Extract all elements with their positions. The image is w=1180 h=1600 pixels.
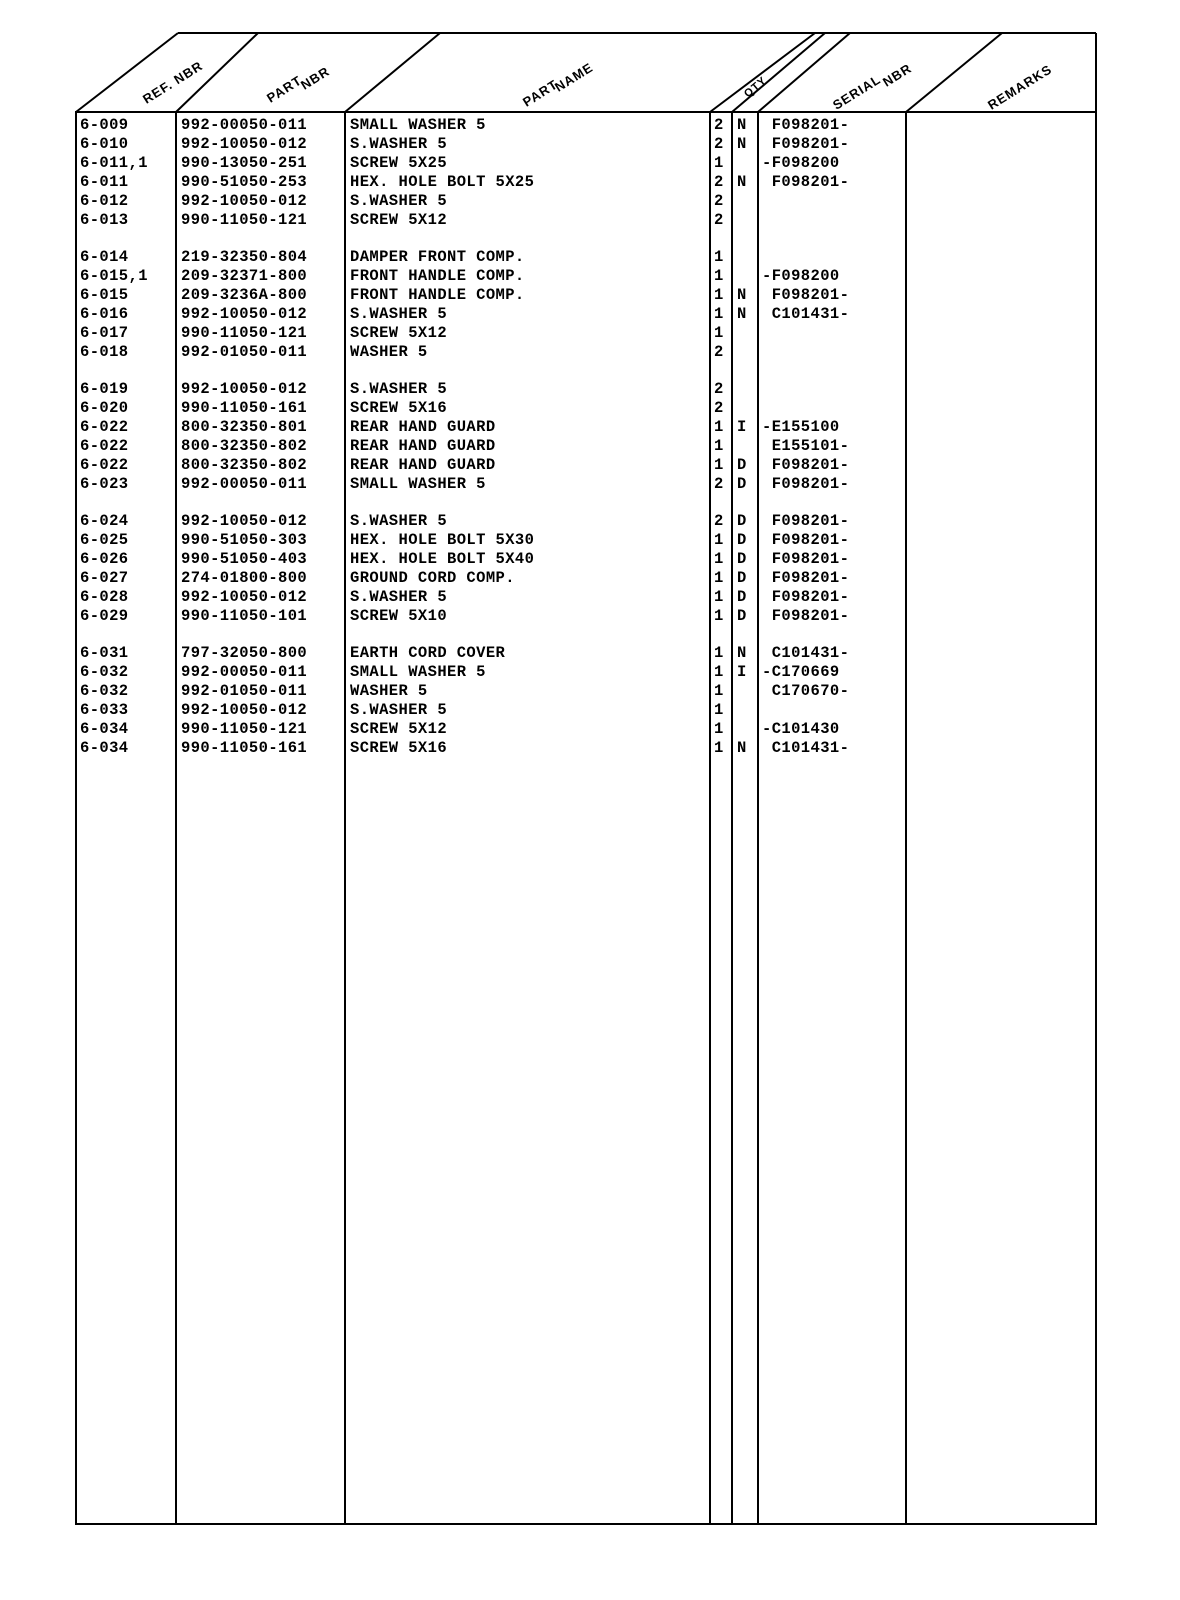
serial-nbr-cell: -E155100 — [762, 418, 840, 436]
part-name-cell: SCREW 5X12 — [350, 720, 448, 738]
change-code-cell: I — [737, 418, 747, 436]
table-row — [0, 512, 1180, 531]
qty-cell: 2 — [714, 135, 724, 153]
serial-nbr-cell: C170670- — [762, 682, 850, 700]
serial-nbr-cell: -F098200 — [762, 154, 840, 172]
header-part-nbr-1: PART — [264, 72, 305, 106]
table-row — [0, 739, 1180, 758]
ref-nbr-cell: 6-031 — [80, 644, 129, 662]
ref-nbr-cell: 6-034 — [80, 720, 129, 738]
qty-cell: 1 — [714, 305, 724, 323]
ref-nbr-cell: 6-020 — [80, 399, 129, 417]
part-name-cell: SMALL WASHER 5 — [350, 663, 486, 681]
ref-nbr-cell: 6-017 — [80, 324, 129, 342]
part-nbr-cell: 990-11050-121 — [181, 324, 308, 342]
table-row — [0, 324, 1180, 343]
change-code-cell: N — [737, 116, 747, 134]
table-row — [0, 644, 1180, 663]
part-name-cell: S.WASHER 5 — [350, 380, 448, 398]
table-row — [0, 569, 1180, 588]
serial-nbr-cell: F098201- — [762, 173, 850, 191]
table-row — [0, 720, 1180, 739]
qty-cell: 1 — [714, 663, 724, 681]
table-row — [0, 682, 1180, 701]
serial-nbr-cell: F098201- — [762, 588, 850, 606]
ref-nbr-cell: 6-022 — [80, 418, 129, 436]
part-nbr-cell: 990-51050-403 — [181, 550, 308, 568]
qty-cell: 2 — [714, 192, 724, 210]
part-nbr-cell: 990-11050-101 — [181, 607, 308, 625]
table-row — [0, 173, 1180, 192]
table-row — [0, 399, 1180, 418]
qty-cell: 2 — [714, 173, 724, 191]
part-nbr-cell: 990-11050-161 — [181, 399, 308, 417]
qty-cell: 1 — [714, 588, 724, 606]
part-name-cell: S.WASHER 5 — [350, 512, 448, 530]
change-code-cell: N — [737, 739, 747, 757]
ref-nbr-cell: 6-009 — [80, 116, 129, 134]
qty-cell: 1 — [714, 531, 724, 549]
serial-nbr-cell: F098201- — [762, 116, 850, 134]
header-part-nbr-2: NBR — [298, 63, 333, 93]
header-qty: QTY — [742, 74, 770, 101]
part-nbr-cell: 992-10050-012 — [181, 305, 308, 323]
qty-cell: 2 — [714, 380, 724, 398]
table-row — [0, 286, 1180, 305]
serial-nbr-cell: F098201- — [762, 512, 850, 530]
part-name-cell: SMALL WASHER 5 — [350, 475, 486, 493]
part-name-cell: EARTH CORD COVER — [350, 644, 506, 662]
part-nbr-cell: 992-10050-012 — [181, 588, 308, 606]
table-row — [0, 418, 1180, 437]
serial-nbr-cell: F098201- — [762, 286, 850, 304]
part-nbr-cell: 992-01050-011 — [181, 682, 308, 700]
change-code-cell: D — [737, 531, 747, 549]
change-code-cell: I — [737, 663, 747, 681]
table-row — [0, 588, 1180, 607]
part-name-cell: REAR HAND GUARD — [350, 456, 496, 474]
ref-nbr-cell: 6-028 — [80, 588, 129, 606]
part-name-cell: SCREW 5X12 — [350, 324, 448, 342]
part-name-cell: FRONT HANDLE COMP. — [350, 267, 525, 285]
part-nbr-cell: 990-11050-161 — [181, 739, 308, 757]
table-row — [0, 135, 1180, 154]
table-row — [0, 663, 1180, 682]
qty-cell: 1 — [714, 720, 724, 738]
qty-cell: 1 — [714, 324, 724, 342]
part-nbr-cell: 800-32350-802 — [181, 456, 308, 474]
serial-nbr-cell: -F098200 — [762, 267, 840, 285]
table-row — [0, 701, 1180, 720]
table-row — [0, 267, 1180, 286]
table-row — [0, 192, 1180, 211]
ref-nbr-cell: 6-014 — [80, 248, 129, 266]
change-code-cell: D — [737, 475, 747, 493]
change-code-cell: D — [737, 456, 747, 474]
part-nbr-cell: 992-00050-011 — [181, 116, 308, 134]
part-nbr-cell: 209-32371-800 — [181, 267, 308, 285]
change-code-cell: D — [737, 512, 747, 530]
qty-cell: 2 — [714, 211, 724, 229]
serial-nbr-cell: C101431- — [762, 644, 850, 662]
header-ref-nbr: REF. NBR — [140, 57, 206, 107]
part-name-cell: GROUND CORD COMP. — [350, 569, 515, 587]
header-serial-nbr-1: SERIAL — [830, 71, 884, 113]
table-row — [0, 116, 1180, 135]
table-row — [0, 380, 1180, 399]
part-name-cell: S.WASHER 5 — [350, 305, 448, 323]
ref-nbr-cell: 6-033 — [80, 701, 129, 719]
serial-nbr-cell: C101431- — [762, 739, 850, 757]
qty-cell: 1 — [714, 437, 724, 455]
header-remarks: REMARKS — [985, 61, 1055, 113]
table-row — [0, 211, 1180, 230]
ref-nbr-cell: 6-012 — [80, 192, 129, 210]
serial-nbr-cell: F098201- — [762, 135, 850, 153]
serial-nbr-cell: F098201- — [762, 456, 850, 474]
serial-nbr-cell: F098201- — [762, 550, 850, 568]
table-row — [0, 550, 1180, 569]
part-nbr-cell: 800-32350-802 — [181, 437, 308, 455]
qty-cell: 1 — [714, 607, 724, 625]
ref-nbr-cell: 6-011,1 — [80, 154, 148, 172]
part-name-cell: SMALL WASHER 5 — [350, 116, 486, 134]
change-code-cell: N — [737, 173, 747, 191]
part-nbr-cell: 992-00050-011 — [181, 663, 308, 681]
part-name-cell: S.WASHER 5 — [350, 135, 448, 153]
part-nbr-cell: 992-00050-011 — [181, 475, 308, 493]
ref-nbr-cell: 6-022 — [80, 437, 129, 455]
part-name-cell: FRONT HANDLE COMP. — [350, 286, 525, 304]
part-name-cell: SCREW 5X10 — [350, 607, 448, 625]
qty-cell: 1 — [714, 456, 724, 474]
part-name-cell: HEX. HOLE BOLT 5X30 — [350, 531, 535, 549]
ref-nbr-cell: 6-032 — [80, 663, 129, 681]
part-name-cell: WASHER 5 — [350, 343, 428, 361]
part-nbr-cell: 992-10050-012 — [181, 512, 308, 530]
ref-nbr-cell: 6-024 — [80, 512, 129, 530]
qty-cell: 1 — [714, 154, 724, 172]
ref-nbr-cell: 6-015 — [80, 286, 129, 304]
serial-nbr-cell: E155101- — [762, 437, 850, 455]
ref-nbr-cell: 6-029 — [80, 607, 129, 625]
part-nbr-cell: 992-10050-012 — [181, 192, 308, 210]
qty-cell: 1 — [714, 569, 724, 587]
serial-nbr-cell: F098201- — [762, 607, 850, 625]
ref-nbr-cell: 6-034 — [80, 739, 129, 757]
part-nbr-cell: 800-32350-801 — [181, 418, 308, 436]
qty-cell: 1 — [714, 267, 724, 285]
qty-cell: 1 — [714, 682, 724, 700]
part-name-cell: S.WASHER 5 — [350, 588, 448, 606]
change-code-cell: D — [737, 550, 747, 568]
qty-cell: 2 — [714, 512, 724, 530]
table-row — [0, 154, 1180, 173]
part-name-cell: S.WASHER 5 — [350, 701, 448, 719]
header-part-name-1: PART — [520, 76, 561, 110]
table-row — [0, 456, 1180, 475]
table-row — [0, 437, 1180, 456]
table-row — [0, 305, 1180, 324]
part-nbr-cell: 990-11050-121 — [181, 720, 308, 738]
serial-nbr-cell: F098201- — [762, 531, 850, 549]
ref-nbr-cell: 6-010 — [80, 135, 129, 153]
part-name-cell: SCREW 5X25 — [350, 154, 448, 172]
qty-cell: 1 — [714, 644, 724, 662]
change-code-cell: N — [737, 644, 747, 662]
qty-cell: 2 — [714, 475, 724, 493]
ref-nbr-cell: 6-018 — [80, 343, 129, 361]
part-nbr-cell: 990-11050-121 — [181, 211, 308, 229]
part-nbr-cell: 797-32050-800 — [181, 644, 308, 662]
qty-cell: 2 — [714, 343, 724, 361]
part-name-cell: DAMPER FRONT COMP. — [350, 248, 525, 266]
part-name-cell: HEX. HOLE BOLT 5X25 — [350, 173, 535, 191]
qty-cell: 1 — [714, 248, 724, 266]
part-name-cell: S.WASHER 5 — [350, 192, 448, 210]
change-code-cell: D — [737, 607, 747, 625]
change-code-cell: D — [737, 569, 747, 587]
header-divider-name — [345, 33, 440, 112]
part-name-cell: SCREW 5X12 — [350, 211, 448, 229]
part-nbr-cell: 992-10050-012 — [181, 135, 308, 153]
ref-nbr-cell: 6-025 — [80, 531, 129, 549]
qty-cell: 1 — [714, 550, 724, 568]
change-code-cell: D — [737, 588, 747, 606]
table-row — [0, 343, 1180, 362]
qty-cell: 1 — [714, 286, 724, 304]
ref-nbr-cell: 6-019 — [80, 380, 129, 398]
ref-nbr-cell: 6-011 — [80, 173, 129, 191]
qty-cell: 2 — [714, 399, 724, 417]
part-nbr-cell: 219-32350-804 — [181, 248, 308, 266]
header-part-name-2: NAME — [552, 59, 596, 95]
part-nbr-cell: 992-10050-012 — [181, 701, 308, 719]
ref-nbr-cell: 6-015,1 — [80, 267, 148, 285]
qty-cell: 1 — [714, 418, 724, 436]
serial-nbr-cell: C101431- — [762, 305, 850, 323]
part-nbr-cell: 274-01800-800 — [181, 569, 308, 587]
part-nbr-cell: 990-51050-303 — [181, 531, 308, 549]
change-code-cell: N — [737, 305, 747, 323]
part-name-cell: SCREW 5X16 — [350, 399, 448, 417]
ref-nbr-cell: 6-013 — [80, 211, 129, 229]
part-nbr-cell: 990-51050-253 — [181, 173, 308, 191]
part-nbr-cell: 990-13050-251 — [181, 154, 308, 172]
table-row — [0, 531, 1180, 550]
change-code-cell: N — [737, 286, 747, 304]
ref-nbr-cell: 6-022 — [80, 456, 129, 474]
ref-nbr-cell: 6-026 — [80, 550, 129, 568]
part-nbr-cell: 209-3236A-800 — [181, 286, 308, 304]
ref-nbr-cell: 6-023 — [80, 475, 129, 493]
table-row — [0, 248, 1180, 267]
serial-nbr-cell: -C101430 — [762, 720, 840, 738]
header-divider-qty — [710, 33, 815, 112]
header-serial-nbr-2: NBR — [880, 60, 915, 90]
serial-nbr-cell: F098201- — [762, 569, 850, 587]
part-nbr-cell: 992-01050-011 — [181, 343, 308, 361]
part-nbr-cell: 992-10050-012 — [181, 380, 308, 398]
qty-cell: 2 — [714, 116, 724, 134]
ref-nbr-cell: 6-032 — [80, 682, 129, 700]
part-name-cell: REAR HAND GUARD — [350, 437, 496, 455]
table-row — [0, 475, 1180, 494]
change-code-cell: N — [737, 135, 747, 153]
serial-nbr-cell: F098201- — [762, 475, 850, 493]
serial-nbr-cell: -C170669 — [762, 663, 840, 681]
ref-nbr-cell: 6-027 — [80, 569, 129, 587]
part-name-cell: SCREW 5X16 — [350, 739, 448, 757]
ref-nbr-cell: 6-016 — [80, 305, 129, 323]
part-name-cell: WASHER 5 — [350, 682, 428, 700]
part-name-cell: REAR HAND GUARD — [350, 418, 496, 436]
table-row — [0, 607, 1180, 626]
qty-cell: 1 — [714, 739, 724, 757]
part-name-cell: HEX. HOLE BOLT 5X40 — [350, 550, 535, 568]
qty-cell: 1 — [714, 701, 724, 719]
header-divider-ref — [76, 33, 178, 112]
